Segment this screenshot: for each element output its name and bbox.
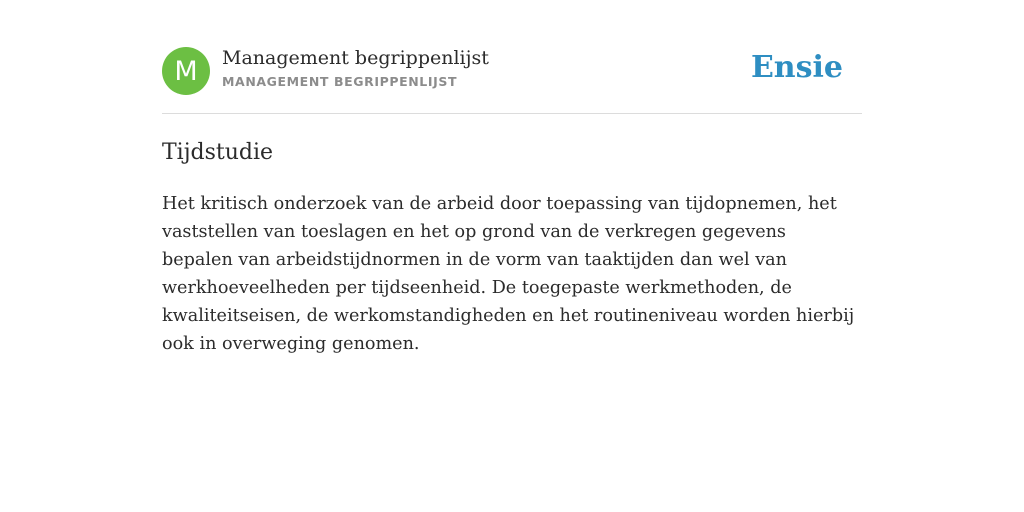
header: [162, 46, 862, 96]
term-definition: Het kritisch onderzoek van de arbeid door toepassing van tijdopnemen, het vaststellen van toeslagen en het op grond van de verkregen gegevens bepalen van arbeidstijdnormen in de vorm van taaktijden dan wel van werkhoeveelheden per tijdseenheid. De toegepaste werkmethoden, de kwaliteitseisen, de werkomstandigheden en het routineniveau worden hierbij ook in overweging genomen.: [162, 194, 855, 354]
ensie-logo[interactable]: Ensie: [750, 50, 843, 85]
term-title: Tijdstudie: [162, 140, 274, 165]
source-title[interactable]: Management begrippenlijst: [222, 47, 489, 69]
avatar: M: [162, 47, 210, 95]
source-subtitle: MANAGEMENT BEGRIPPENLIJST: [222, 74, 458, 89]
divider: [162, 113, 862, 114]
